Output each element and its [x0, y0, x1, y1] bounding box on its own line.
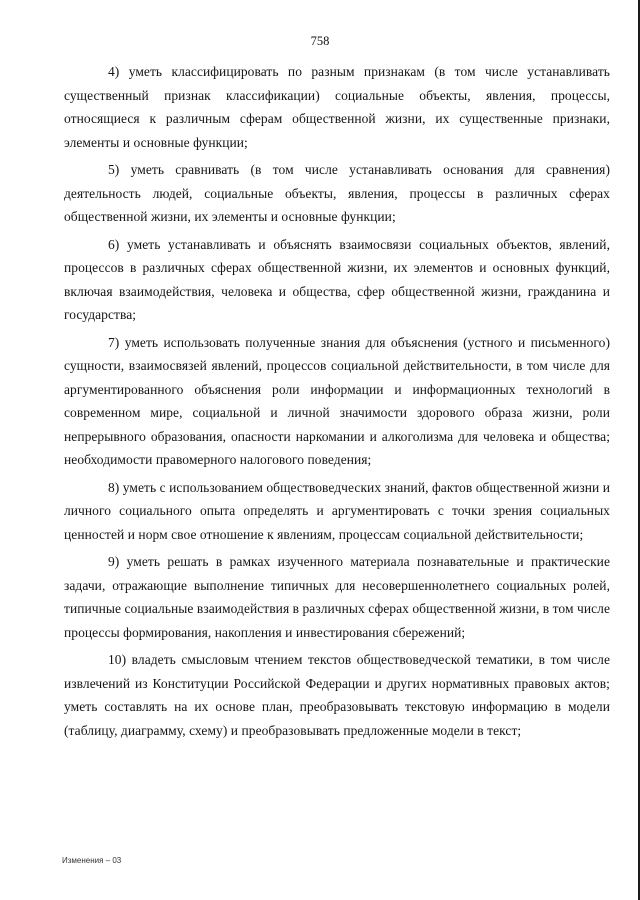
paragraph-item-4: 4) уметь классифицировать по разным признакам (в том числе устанавливать существенный признак классификации) социальные объекты, явления, процессы, относящиеся к различным сферам общественной жизни, их существенные признаки, элементы и основные функции; [64, 64, 610, 150]
paragraph-item-5: 5) уметь сравнивать (в том числе устанавливать основания для сравнения) деятельность людей, социальные объекты, явления, процессы в различных сферах общественной жизни, их элементы и основные функции; [64, 162, 610, 224]
paragraph-item-9: 9) уметь решать в рамках изученного материала познавательные и практические задачи, отражающие выполнение типичных для несовершеннолетнего социальных ролей, типичные социальные взаимодействия в различных сферах общественной жизни, в том числе процессы формирования, накопления и инвестирования сбережений; [64, 554, 610, 640]
revision-footer: Изменения – 03 [62, 856, 122, 865]
document-body [64, 60, 610, 746]
paragraph-item-7: 7) уметь использовать полученные знания для объяснения (устного и письменного) сущности, взаимосвязей явлений, процессов социальной действительности, в том числе для аргументированного объяснения роли информации и информационных технологий в современном мире, социальной и личной значимости здорового образа жизни, роли непрерывного образования, опасности наркомании и алкоголизма для человека и общества; необходимости правомерного налогового поведения; [64, 334, 610, 467]
page-number: 758 [310, 34, 330, 48]
paragraph-item-10: 10) владеть смысловым чтением текстов обществоведческой тематики, в том числе извлечений из Конституции Российской Федерации и других нормативных правовых актов; уметь составлять на их основе план, преобразовывать текстовую информацию в модели (таблицу, диаграмму, схему) и преобразовывать предложенные модели в текст; [64, 652, 610, 738]
paragraph-item-8: 8) уметь с использованием обществоведческих знаний, фактов общественной жизни и личного социального опыта определять и аргументировать с точки зрения социальных ценностей и норм свое отношение к явлениям, процессам социальной действительности; [64, 479, 610, 542]
paragraph-item-6: 6) уметь устанавливать и объяснять взаимосвязи социальных объектов, явлений, процессов в различных сферах общественной жизни, их элементов и основных функций, включая взаимодействия, человека и общества, сфер общественной жизни, гражданина и государства; [64, 236, 610, 322]
